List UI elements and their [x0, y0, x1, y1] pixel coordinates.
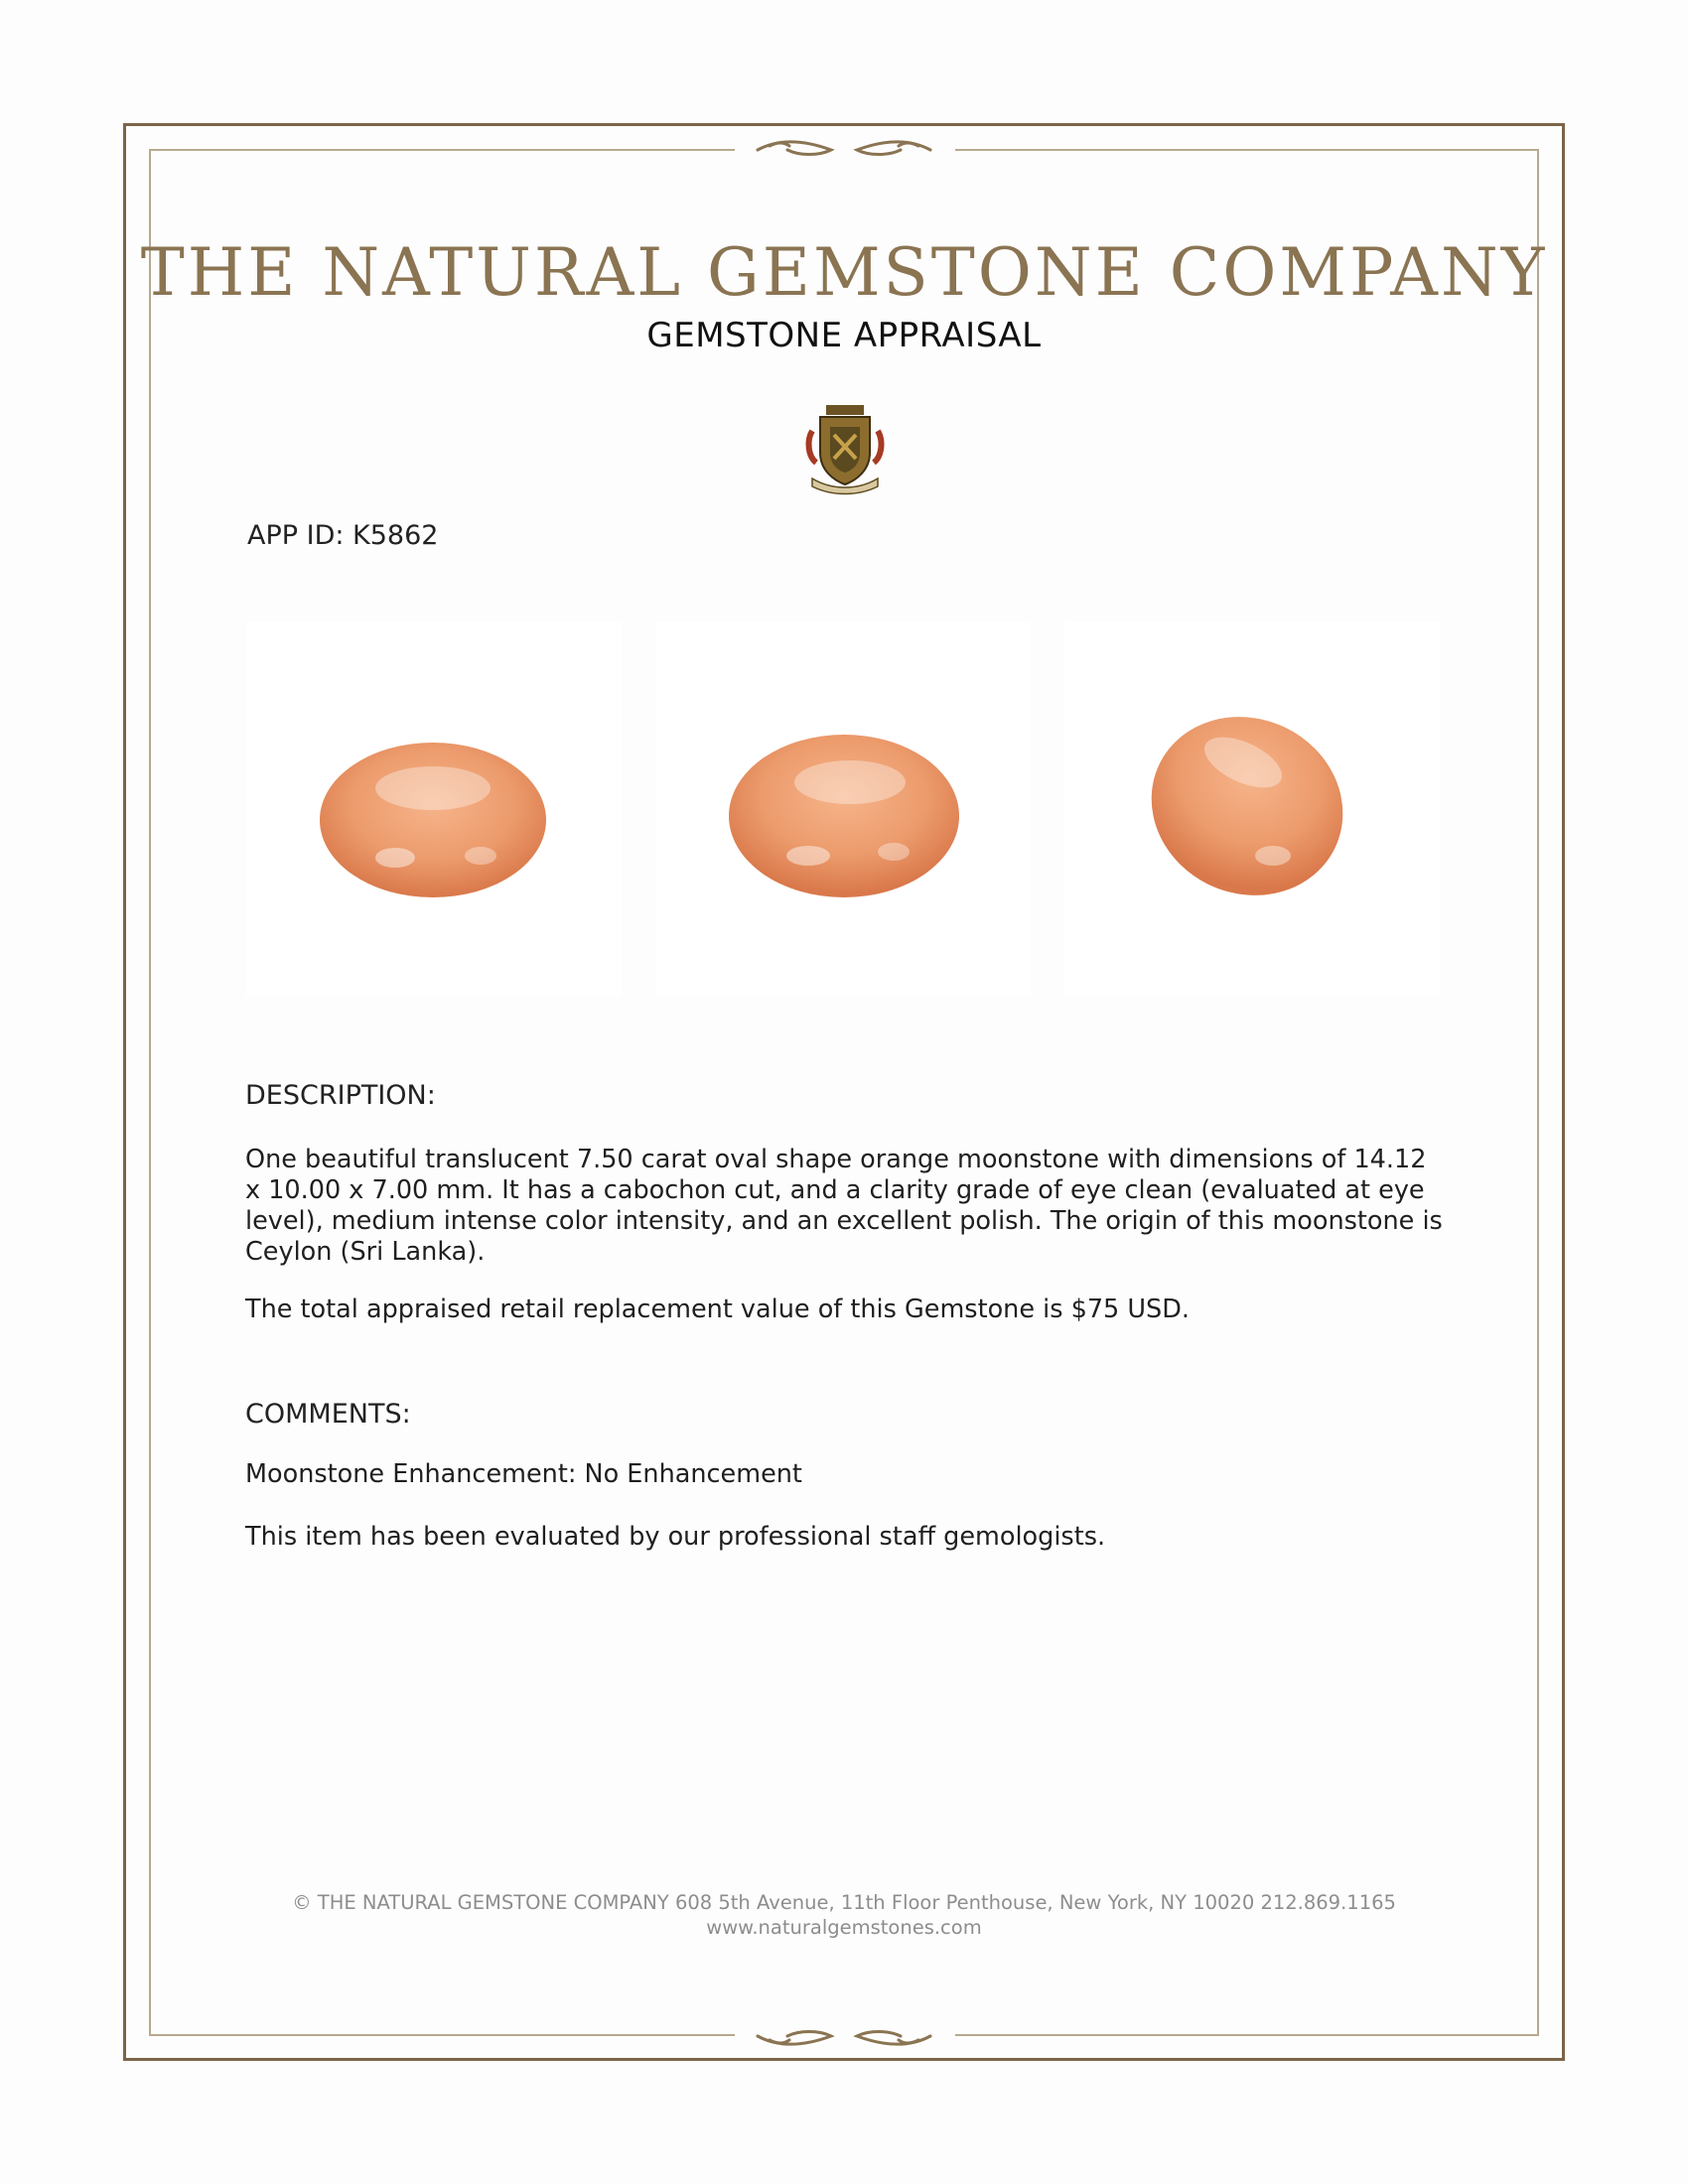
inner-border-bottom-left: [149, 2034, 735, 2036]
description-text: One beautiful translucent 7.50 carat oval shape orange moonstone with dimensions of 14.12 x 10.00 x 7.00 mm. It has a cabochon cut, and a clarity grade of eye clean (evaluated at eye level), medium intense color intensity, and an excellent polish. The origin of this moonstone is Ceylon (Sri Lanka).: [245, 1145, 1443, 1267]
comments-heading: COMMENTS:: [245, 1399, 411, 1430]
bottom-ornament-icon: [750, 2024, 938, 2050]
document-title: GEMSTONE APPRAISAL: [646, 316, 1042, 355]
inner-border-bottom-right: [955, 2034, 1539, 2036]
app-id: APP ID: K5862: [247, 520, 439, 551]
enhancement-text: Moonstone Enhancement: No Enhancement: [245, 1459, 802, 1489]
gem-image-front: [246, 621, 622, 997]
gem-image-front-alt: [655, 621, 1031, 997]
top-ornament-icon: [750, 136, 938, 162]
gem-image-angled: [1064, 621, 1440, 997]
inner-border-left: [149, 149, 151, 2036]
footer-website[interactable]: www.naturalgemstones.com: [706, 1916, 982, 1939]
description-heading: DESCRIPTION:: [245, 1080, 436, 1111]
inner-border-top-left: [149, 149, 735, 151]
company-crest-logo: [802, 401, 888, 496]
appraised-value-text: The total appraised retail replacement value of this Gemstone is $75 USD.: [245, 1295, 1190, 1324]
inner-border-top-right: [955, 149, 1539, 151]
company-name: THE NATURAL GEMSTONE COMPANY: [140, 234, 1548, 311]
evaluation-text: This item has been evaluated by our professional staff gemologists.: [245, 1522, 1106, 1552]
inner-border-right: [1537, 149, 1539, 2036]
footer-address: © THE NATURAL GEMSTONE COMPANY 608 5th Avenue, 11th Floor Penthouse, New York, NY 10020 212.869.1165: [292, 1891, 1396, 1914]
